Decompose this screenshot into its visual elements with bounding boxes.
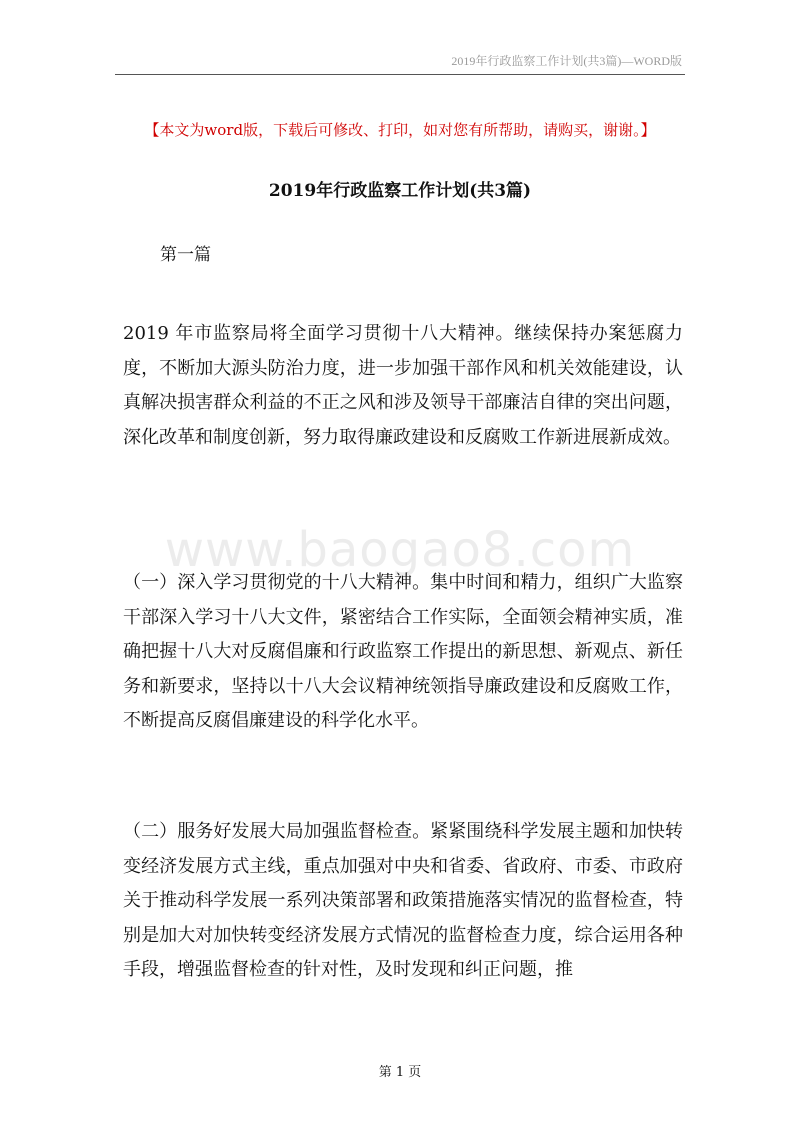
chapter-heading: 第一篇: [160, 245, 211, 265]
paragraph-intro: 2019 年市监察局将全面学习贯彻十八大精神。继续保持办案惩腐力度，不断加大源头防治力度，进一步加强干部作风和机关效能建设，认真解决损害群众利益的不正之风和涉及领导干部廉洁自律的突出问题，深化改革和制度创新，努力取得廉政建设和反腐败工作新进展新成效。: [123, 323, 683, 448]
paragraph-section-1: （一）深入学习贯彻党的十八大精神。集中时间和精力，组织广大监察干部深入学习十八大文件，紧密结合工作实际，全面领会精神实质，准确把握十八大对反腐倡廉和行政监察工作提出的新思想、新观点、新任务和新要求，坚持以十八大会议精神统领指导廉政建设和反腐败工作，不断提高反腐倡廉建设的科学化水平。: [123, 572, 683, 731]
page-number: 第 1 页: [378, 1065, 422, 1080]
document-title: 2019年行政监察工作计划(共3篇): [268, 181, 532, 201]
purchase-notice: 【本文为word版，下载后可修改、打印，如对您有所帮助，请购买，谢谢。】: [144, 121, 656, 139]
watermark: www.baogao8.com: [164, 522, 636, 578]
running-header: 2019年行政监察工作计划(共3篇)—WORD版: [451, 54, 682, 68]
paragraph-section-2: （二）服务好发展大局加强监督检查。紧紧围绕科学发展主题和加快转变经济发展方式主线，重点加强对中央和省委、省政府、市委、市政府关于推动科学发展一系列决策部署和政策措施落实情况的监督检查，特别是加大对加快转变经济发展方式情况的监督检查力度，综合运用各种手段，增强监督检查的针对性，及时发现和纠正问题，推: [123, 821, 683, 980]
header-divider: [115, 74, 685, 75]
